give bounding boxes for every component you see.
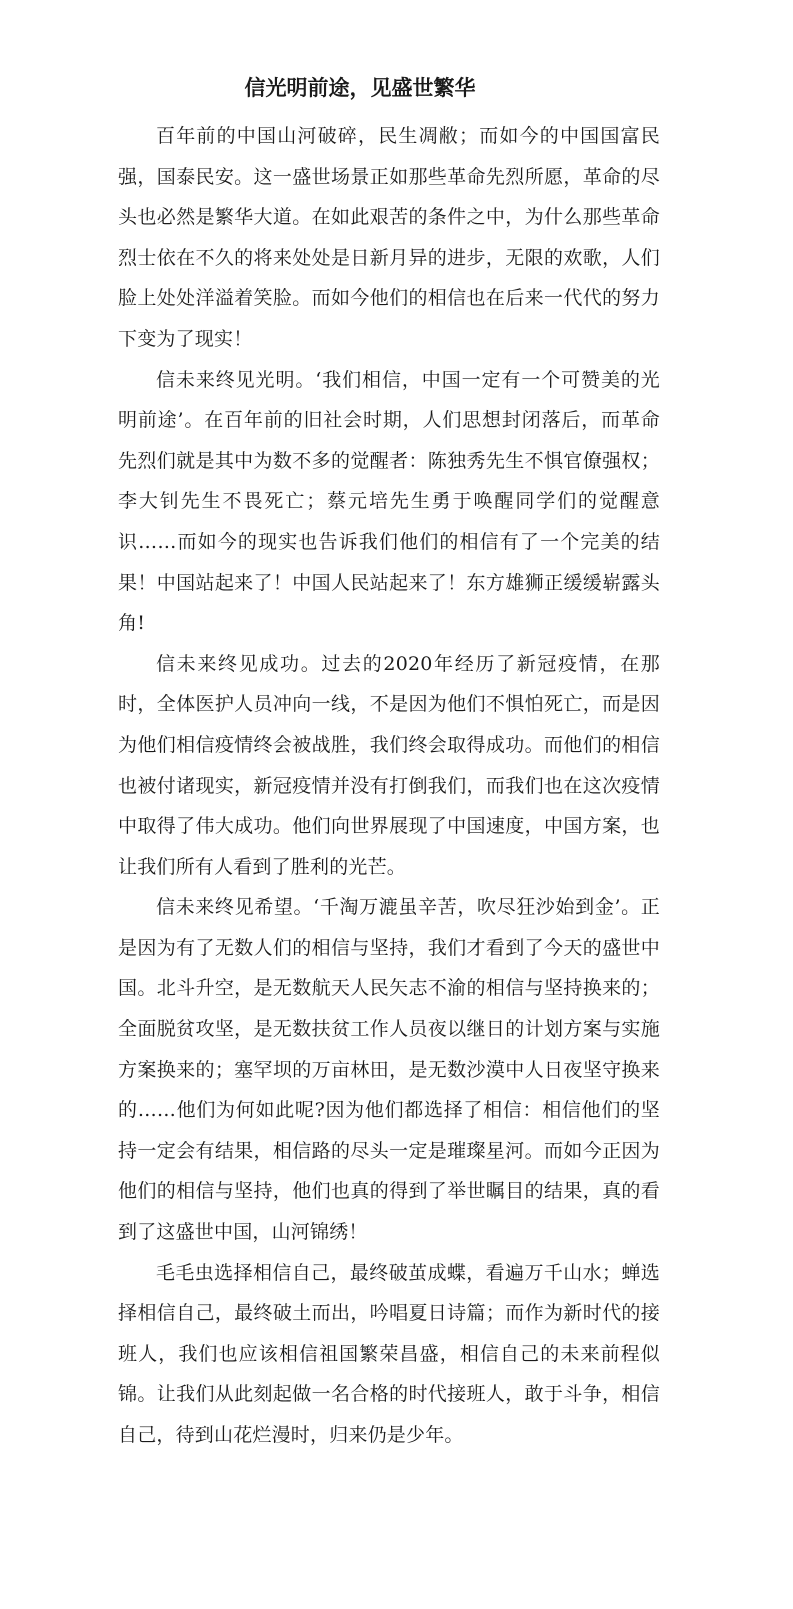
paragraph-5: 毛毛虫选择相信自己，最终破茧成蝶，看遍万千山水；蝉选择相信自己，最终破土而出，吟唱夏日诗篇；而作为新时代的接班人，我们也应该相信祖国繁荣昌盛，相信自己的未来前程似锦。让我们从此刻起做一名合格的时代接班人，敢于斗争，相信自己，待到山花烂漫时，归来仍是少年。 xyxy=(118,1261,660,1446)
paragraph-2: 信未来终见光明。‘我们相信，中国一定有一个可赞美的光明前途’。在百年前的旧社会时期，人们思想封闭落后，而革命先烈们就是其中为数不多的觉醒者：陈独秀先生不惧官僚强权；李大钊先生不畏死亡；蔡元培先生勇于唤醒同学们的觉醒意识……而如今的现实也告诉我们他们的相信有了一个完美的结果！中国站起来了！中国人民站起来了！东方雄狮正缓缓崭露头角! xyxy=(118,368,660,635)
document-title: 信光明前途，见盛世繁华 xyxy=(244,75,476,100)
document-body xyxy=(118,116,660,1456)
paragraph-4: 信未来终见希望。‘千淘万漉虽辛苦，吹尽狂沙始到金’。正是因为有了无数人们的相信与坚持，我们才看到了今天的盛世中国。北斗升空，是无数航天人民矢志不渝的相信与坚持换来的；全面脱贫攻坚，是无数扶贫工作人员夜以继日的计划方案与实施方案换来的；塞罕坝的万亩林田，是无数沙漠中人日夜坚守换来的……他们为何如此呢?因为他们都选择了相信：相信他们的坚持一定会有结果，相信路的尽头一定是璀璨星河。而如今正因为他们的相信与坚持，他们也真的得到了举世瞩目的结果，真的看到了这盛世中国，山河锦绣！ xyxy=(118,896,660,1244)
paragraph-1: 百年前的中国山河破碎，民生凋敝；而如今的中国国富民强，国泰民安。这一盛世场景正如那些革命先烈所愿，革命的尽头也必然是繁华大道。在如此艰苦的条件之中，为什么那些革命烈士依在不久的将来处处是日新月异的进步，无限的欢歌，人们脸上处处洋溢着笑脸。而如今他们的相信也在后来一代代的努力下变为了现实！ xyxy=(118,125,660,350)
paragraph-3: 信未来终见成功。过去的2020年经历了新冠疫情，在那时，全体医护人员冲向一线，不是因为他们不惧怕死亡，而是因为他们相信疫情终会被战胜，我们终会取得成功。而他们的相信也被付诸现实，新冠疫情并没有打倒我们，而我们也在这次疫情中取得了伟大成功。他们向世界展现了中国速度，中国方案，也让我们所有人看到了胜利的光芒。 xyxy=(118,652,660,878)
